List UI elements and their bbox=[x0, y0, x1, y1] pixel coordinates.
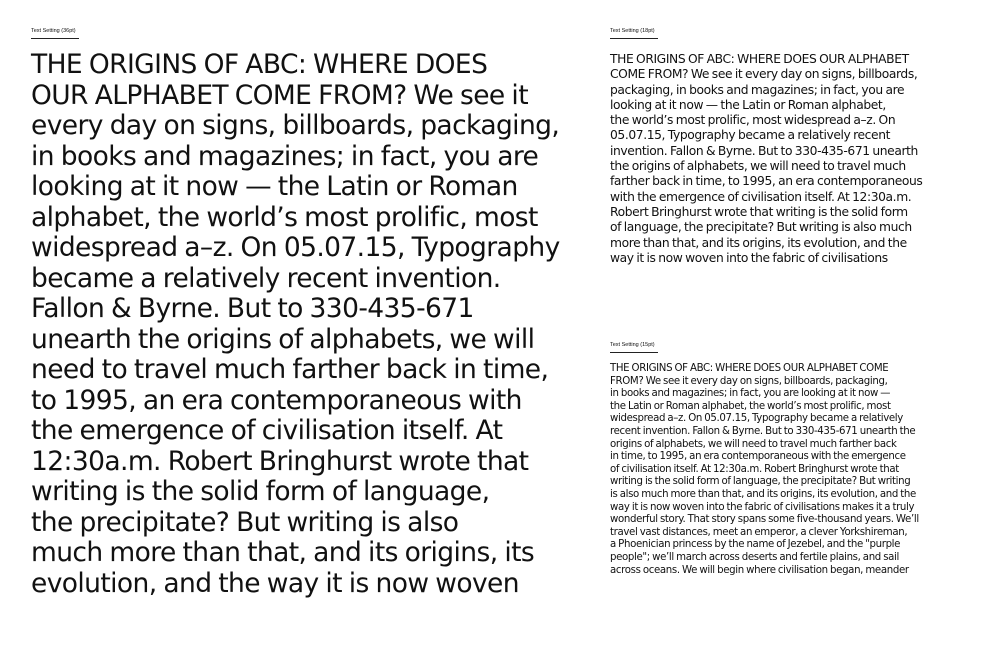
text-line: people"; we’ll march across deserts and fertile plains, and sail bbox=[610, 551, 900, 563]
text-line: THE ORIGINS OF ABC: WHERE DOES OUR ALPHABET COME bbox=[610, 363, 889, 374]
text-line: a Phoenician princess by the name of Jezebel, and the "purple bbox=[610, 539, 901, 551]
text-line: way it is now woven into the fabric of civilisations bbox=[610, 250, 888, 265]
text-line: became a relatively recent invention. bbox=[31, 262, 501, 294]
caption-underline bbox=[610, 38, 658, 39]
caption-underline bbox=[610, 352, 658, 353]
text-line: unearth the origins of alphabets, we will bbox=[31, 323, 535, 355]
text-line: writing is the solid form of language, the precipitate? But writing bbox=[610, 476, 911, 488]
text-line: recent invention. Fallon & Byrne. But to 330-435-671 unearth the bbox=[610, 425, 916, 437]
text-line: widespread a–z. On 05.07.15, Typography became a relatively bbox=[610, 413, 903, 425]
text-line: looking at it now — the Latin or Roman bbox=[31, 171, 518, 202]
text-line: way it is now woven into the fabric of civilisations makes it a truly bbox=[610, 501, 915, 513]
text-line: COME FROM? We see it every day on signs, billboards, bbox=[610, 67, 918, 82]
text-line: the emergence of civilisation itself. At bbox=[31, 415, 503, 446]
caption-underline bbox=[31, 38, 79, 39]
text-line: looking at it now — the Latin or Roman alphabet, bbox=[610, 97, 886, 112]
text-setting-15pt bbox=[610, 363, 919, 577]
text-line: packaging, in books and magazines; in fact, you are bbox=[610, 82, 905, 97]
text-line: across oceans. We will begin where civilisation began, meander bbox=[610, 564, 909, 576]
text-line: 05.07.15, Typography became a relatively recent bbox=[610, 128, 891, 143]
text-line: FROM? We see it every day on signs, billboards, packaging, bbox=[610, 375, 888, 387]
text-line: OUR ALPHABET COME FROM? We see it bbox=[31, 79, 528, 111]
text-line: of language, the precipitate? But writing is also much bbox=[610, 220, 912, 235]
text-line: the origins of alphabets, we will need to travel much bbox=[610, 159, 906, 174]
text-line: alphabet, the world’s most prolific, most bbox=[31, 201, 538, 233]
text-line: 12:30a.m. Robert Bringhurst wrote that bbox=[31, 445, 529, 477]
text-setting-18pt bbox=[610, 52, 922, 266]
text-line: more than that, and its origins, its evolution, and the bbox=[610, 235, 907, 250]
specimen-caption-15pt: Text Setting (15pt) bbox=[610, 342, 655, 348]
text-line: every day on signs, billboards, packaging, bbox=[31, 110, 560, 141]
text-line: travel vast distances, meet an emperor, a clever Yorkshireman, bbox=[610, 526, 908, 538]
text-line: farther back in time, to 1995, an era contemporaneous bbox=[610, 174, 923, 189]
text-line: the world’s most prolific, most widespread a–z. On bbox=[610, 113, 896, 128]
text-line: in books and magazines; in fact, you are looking at it now — bbox=[610, 388, 891, 400]
text-line: in books and magazines; in fact, you are bbox=[31, 140, 539, 172]
text-line: origins of alphabets, we will need to travel much farther back bbox=[610, 438, 897, 450]
text-line: to 1995, an era contemporaneous with bbox=[31, 384, 522, 416]
text-line: the precipitate? But writing is also bbox=[31, 506, 459, 538]
text-line: of civilisation itself. At 12:30a.m. Robert Bringhurst wrote that bbox=[610, 463, 899, 475]
text-line: with the emergence of civilisation itself. At 12:30a.m. bbox=[610, 189, 912, 204]
text-line: in time, to 1995, an era contemporaneous with the emergence bbox=[610, 451, 906, 463]
specimen-caption-18pt: Text Setting (18pt) bbox=[610, 28, 655, 34]
text-line: THE ORIGINS OF ABC: WHERE DOES OUR ALPHABET bbox=[610, 52, 909, 66]
text-line: writing is the solid form of language, bbox=[31, 476, 490, 507]
text-line: evolution, and the way it is now woven bbox=[31, 567, 519, 599]
text-line: Fallon & Byrne. But to 330-435-671 bbox=[31, 293, 474, 324]
text-line: Robert Bringhurst wrote that writing is the solid form bbox=[610, 204, 908, 219]
text-line: widespread a–z. On 05.07.15, Typography bbox=[31, 232, 560, 263]
text-setting-36pt bbox=[31, 50, 560, 599]
text-line: wonderful story. That story spans some five-thousand years. We’ll bbox=[610, 514, 919, 526]
text-line: need to travel much farther back in time, bbox=[31, 354, 549, 385]
text-line: the Latin or Roman alphabet, the world’s most prolific, most bbox=[610, 400, 891, 412]
text-line: much more than that, and its origins, its bbox=[31, 537, 535, 568]
specimen-caption-36pt: Text Setting (36pt) bbox=[31, 28, 76, 34]
text-line: is also much more than that, and its origins, its evolution, and the bbox=[610, 488, 916, 500]
text-line: invention. Fallon & Byrne. But to 330-435-671 unearth bbox=[610, 143, 918, 158]
text-line: THE ORIGINS OF ABC: WHERE DOES bbox=[31, 49, 488, 80]
